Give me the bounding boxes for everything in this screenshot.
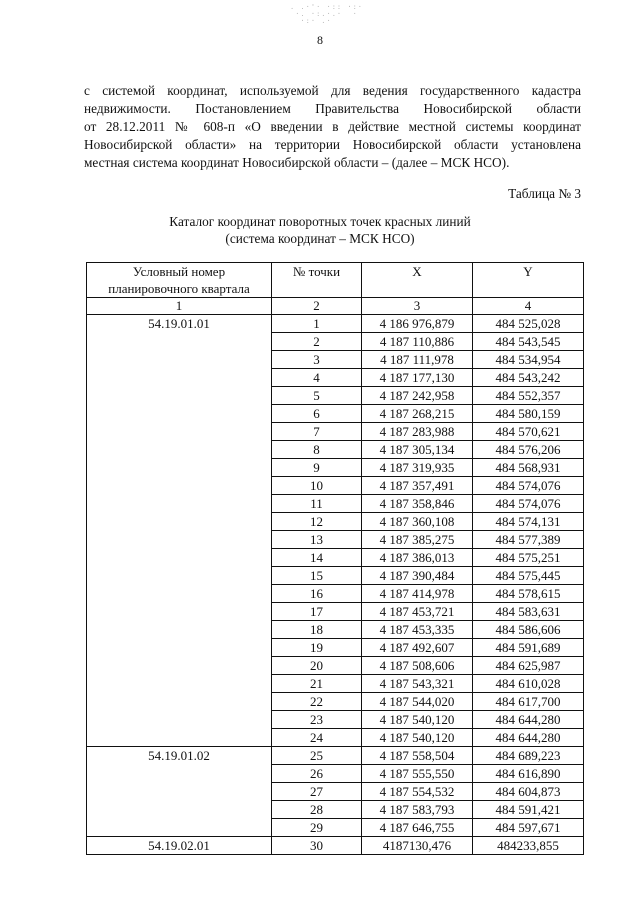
header-y: Y [473, 263, 584, 298]
y-coordinate-cell: 484 543,242 [473, 369, 584, 387]
x-coordinate-cell: 4 187 268,215 [362, 405, 473, 423]
column-number: 3 [362, 298, 473, 315]
column-number-row [87, 298, 584, 315]
x-coordinate-cell: 4 187 305,134 [362, 441, 473, 459]
y-coordinate-cell: 484 597,671 [473, 819, 584, 837]
point-number-cell: 7 [272, 423, 362, 441]
y-coordinate-cell: 484 576,206 [473, 441, 584, 459]
x-coordinate-cell: 4 187 554,532 [362, 783, 473, 801]
x-coordinate-cell: 4 187 110,886 [362, 333, 473, 351]
quarter-cell: 54.19.02.01 [87, 837, 272, 855]
point-number-cell: 4 [272, 369, 362, 387]
point-number-cell: 21 [272, 675, 362, 693]
stamp-text: . .·'· ·:: ·:· ·. ·:.·.· · ·:· .· [290, 3, 364, 25]
y-coordinate-cell: 484 580,159 [473, 405, 584, 423]
y-coordinate-cell: 484 616,890 [473, 765, 584, 783]
point-number-cell: 12 [272, 513, 362, 531]
point-number-cell: 30 [272, 837, 362, 855]
x-coordinate-cell: 4 187 540,120 [362, 729, 473, 747]
column-number: 1 [87, 298, 272, 315]
y-coordinate-cell: 484 552,357 [473, 387, 584, 405]
quarter-cell: 54.19.01.02 [87, 747, 272, 837]
paragraph-line: от 28.12.2011 № 608-п «О введении в действие местной системы координат [84, 119, 581, 134]
x-coordinate-cell: 4 187 646,755 [362, 819, 473, 837]
point-number-cell: 5 [272, 387, 362, 405]
point-number-cell: 26 [272, 765, 362, 783]
y-coordinate-cell: 484 583,631 [473, 603, 584, 621]
column-number: 4 [473, 298, 584, 315]
quarter-cell: 54.19.01.01 [87, 315, 272, 747]
point-number-cell: 13 [272, 531, 362, 549]
y-coordinate-cell: 484 578,615 [473, 585, 584, 603]
table-row [87, 747, 584, 765]
y-coordinate-cell: 484 617,700 [473, 693, 584, 711]
point-number-cell: 11 [272, 495, 362, 513]
x-coordinate-cell: 4 187 544,020 [362, 693, 473, 711]
point-number-cell: 18 [272, 621, 362, 639]
y-coordinate-cell: 484 525,028 [473, 315, 584, 333]
point-number-cell: 10 [272, 477, 362, 495]
y-coordinate-cell: 484 591,689 [473, 639, 584, 657]
x-coordinate-cell: 4 187 111,978 [362, 351, 473, 369]
point-number-cell: 1 [272, 315, 362, 333]
paragraph-line: местная система координат Новосибирской области – (далее – МСК НСО). [84, 155, 510, 170]
x-coordinate-cell: 4 187 242,958 [362, 387, 473, 405]
x-coordinate-cell: 4 187 555,550 [362, 765, 473, 783]
y-coordinate-cell: 484 586,606 [473, 621, 584, 639]
x-coordinate-cell: 4 186 976,879 [362, 315, 473, 333]
table-number-label: Таблица № 3 [508, 186, 581, 201]
y-coordinate-cell: 484 604,873 [473, 783, 584, 801]
x-coordinate-cell: 4 187 492,607 [362, 639, 473, 657]
x-coordinate-cell: 4 187 319,935 [362, 459, 473, 477]
header-quarter: Условный номер планировочного квартала [87, 263, 272, 298]
y-coordinate-cell: 484 574,076 [473, 477, 584, 495]
x-coordinate-cell: 4 187 453,335 [362, 621, 473, 639]
point-number-cell: 6 [272, 405, 362, 423]
table-header-row [87, 263, 584, 298]
page-number: 8 [317, 33, 323, 47]
point-number-cell: 17 [272, 603, 362, 621]
paragraph-line: недвижимости. Постановлением Правительства Новосибирской области [84, 101, 581, 116]
caption-title: Каталог координат поворотных точек красных линий [169, 214, 471, 229]
column-number: 2 [272, 298, 362, 315]
archive-stamp [290, 3, 364, 26]
point-number-cell: 22 [272, 693, 362, 711]
point-number-cell: 3 [272, 351, 362, 369]
caption-subtitle: (система координат – МСК НСО) [225, 231, 415, 246]
y-coordinate-cell: 484 575,251 [473, 549, 584, 567]
y-coordinate-cell: 484 574,131 [473, 513, 584, 531]
x-coordinate-cell: 4 187 508,606 [362, 657, 473, 675]
y-coordinate-cell: 484 574,076 [473, 495, 584, 513]
x-coordinate-cell: 4 187 540,120 [362, 711, 473, 729]
point-number-cell: 14 [272, 549, 362, 567]
x-coordinate-cell: 4 187 357,491 [362, 477, 473, 495]
y-coordinate-cell: 484 534,954 [473, 351, 584, 369]
point-number-cell: 2 [272, 333, 362, 351]
x-coordinate-cell: 4 187 583,793 [362, 801, 473, 819]
x-coordinate-cell: 4 187 390,484 [362, 567, 473, 585]
point-number-cell: 19 [272, 639, 362, 657]
x-coordinate-cell: 4 187 385,275 [362, 531, 473, 549]
y-coordinate-cell: 484 575,445 [473, 567, 584, 585]
y-coordinate-cell: 484 689,223 [473, 747, 584, 765]
table-caption [0, 213, 640, 247]
x-coordinate-cell: 4 187 177,130 [362, 369, 473, 387]
x-coordinate-cell: 4 187 543,321 [362, 675, 473, 693]
y-coordinate-cell: 484 644,280 [473, 711, 584, 729]
x-coordinate-cell: 4 187 414,978 [362, 585, 473, 603]
table-row [87, 315, 584, 333]
y-coordinate-cell: 484233,855 [473, 837, 584, 855]
paragraph-line: с системой координат, используемой для ведения государственного кадастра [84, 83, 581, 98]
point-number-cell: 24 [272, 729, 362, 747]
x-coordinate-cell: 4 187 558,504 [362, 747, 473, 765]
header-x: X [362, 263, 473, 298]
x-coordinate-cell: 4 187 386,013 [362, 549, 473, 567]
x-coordinate-cell: 4 187 453,721 [362, 603, 473, 621]
point-number-cell: 16 [272, 585, 362, 603]
y-coordinate-cell: 484 568,931 [473, 459, 584, 477]
point-number-cell: 25 [272, 747, 362, 765]
x-coordinate-cell: 4 187 358,846 [362, 495, 473, 513]
point-number-cell: 27 [272, 783, 362, 801]
paragraph-line: Новосибирской области» на территории Новосибирской области установлена [84, 137, 581, 152]
body-paragraph [84, 82, 581, 172]
y-coordinate-cell: 484 570,621 [473, 423, 584, 441]
x-coordinate-cell: 4 187 360,108 [362, 513, 473, 531]
point-number-cell: 15 [272, 567, 362, 585]
y-coordinate-cell: 484 610,028 [473, 675, 584, 693]
point-number-cell: 20 [272, 657, 362, 675]
point-number-cell: 8 [272, 441, 362, 459]
y-coordinate-cell: 484 577,389 [473, 531, 584, 549]
y-coordinate-cell: 484 644,280 [473, 729, 584, 747]
x-coordinate-cell: 4 187 283,988 [362, 423, 473, 441]
x-coordinate-cell: 4187130,476 [362, 837, 473, 855]
point-number-cell: 9 [272, 459, 362, 477]
table-row [87, 837, 584, 855]
point-number-cell: 23 [272, 711, 362, 729]
point-number-cell: 28 [272, 801, 362, 819]
y-coordinate-cell: 484 591,421 [473, 801, 584, 819]
y-coordinate-cell: 484 625,987 [473, 657, 584, 675]
y-coordinate-cell: 484 543,545 [473, 333, 584, 351]
table-body [87, 315, 584, 855]
point-number-cell: 29 [272, 819, 362, 837]
coordinates-table [86, 262, 584, 855]
header-point-number: № точки [272, 263, 362, 298]
